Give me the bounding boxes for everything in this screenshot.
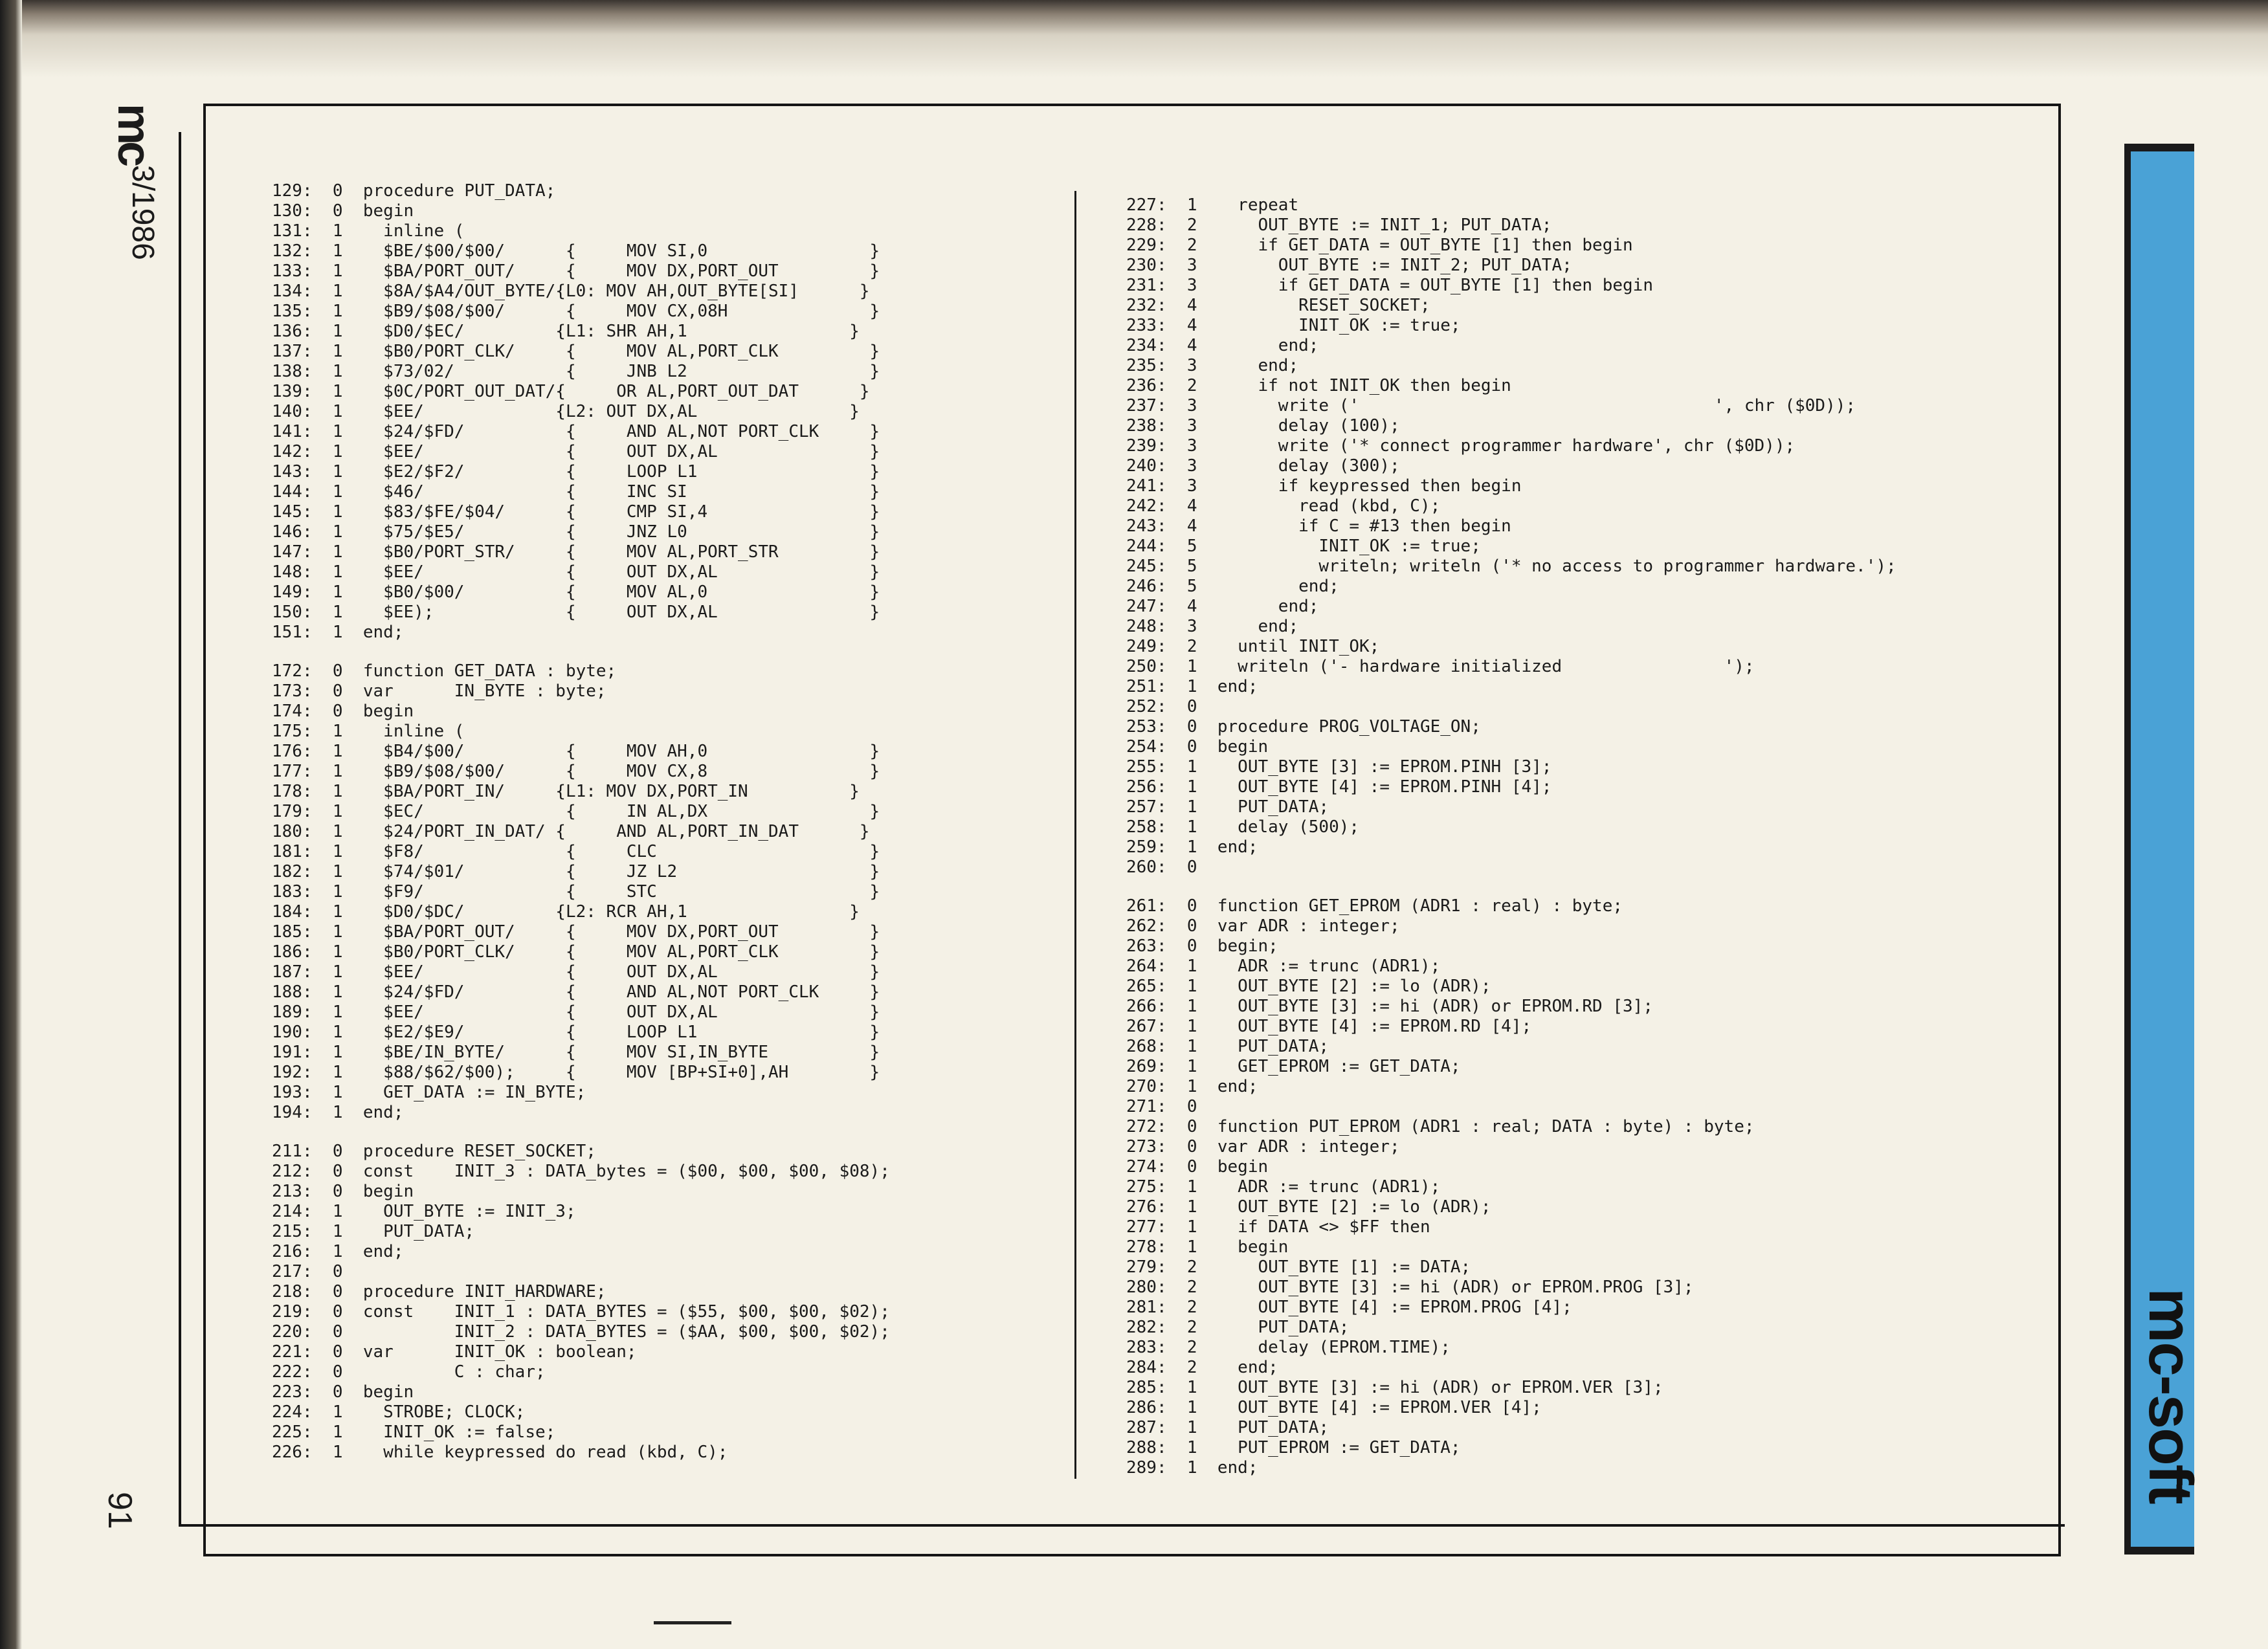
code-line: 151: 1 end;	[272, 623, 404, 642]
code-block	[272, 1142, 890, 1463]
code-line: 262: 0 var ADR : integer;	[1126, 916, 1400, 936]
code-line: 266: 1 OUT_BYTE [3] := hi (ADR) or EPROM.RD [3];	[1126, 997, 1653, 1016]
code-line: 274: 0 begin	[1126, 1157, 1269, 1177]
code-line: 138: 1 $73/02/ { JNB L2 }	[272, 362, 880, 381]
code-line: 140: 1 $EE/ {L2: OUT DX,AL }	[272, 402, 860, 421]
code-line: 240: 3 delay (300);	[1126, 456, 1400, 476]
bottom-rule	[654, 1621, 731, 1624]
code-line: 192: 1 $88/$62/$00); { MOV [BP+SI+0],AH }	[272, 1063, 880, 1082]
code-line: 246: 5 end;	[1126, 577, 1339, 596]
code-line: 275: 1 ADR := trunc (ADR1);	[1126, 1177, 1441, 1197]
right-code-column	[1126, 195, 1896, 1478]
code-line: 272: 0 function PUT_EPROM (ADR1 : real; DATA : byte) : byte;	[1126, 1117, 1755, 1136]
code-block	[272, 181, 890, 643]
code-line: 239: 3 write ('* connect programmer hardware', chr ($0D));	[1126, 436, 1796, 456]
page-top-shadow	[0, 0, 2268, 78]
code-line: 218: 0 procedure INIT_HARDWARE;	[272, 1282, 606, 1301]
code-line: 132: 1 $BE/$00/$00/ { MOV SI,0 }	[272, 241, 880, 261]
code-line: 260: 0	[1126, 858, 1197, 877]
code-line: 214: 1 OUT_BYTE := INIT_3;	[272, 1202, 576, 1221]
code-line: 144: 1 $46/ { INC SI }	[272, 482, 880, 502]
code-line: 268: 1 PUT_DATA;	[1126, 1037, 1329, 1056]
code-line: 277: 1 if DATA <> $FF then	[1126, 1217, 1430, 1237]
code-line: 282: 2 PUT_DATA;	[1126, 1318, 1350, 1337]
code-line: 174: 0 begin	[272, 702, 414, 721]
code-line: 226: 1 while keypressed do read (kbd, C);	[272, 1443, 728, 1462]
code-line: 191: 1 $BE/IN_BYTE/ { MOV SI,IN_BYTE }	[272, 1043, 880, 1062]
code-line: 271: 0	[1126, 1097, 1197, 1116]
code-line: 216: 1 end;	[272, 1242, 404, 1261]
code-line: 213: 0 begin	[272, 1182, 414, 1201]
code-line: 269: 1 GET_EPROM := GET_DATA;	[1126, 1057, 1461, 1076]
code-line: 231: 3 if GET_DATA = OUT_BYTE [1] then begin	[1126, 276, 1653, 295]
code-line: 135: 1 $B9/$08/$00/ { MOV CX,08H }	[272, 302, 880, 321]
code-line: 258: 1 delay (500);	[1126, 817, 1360, 837]
code-line: 217: 0	[272, 1262, 343, 1281]
code-line: 180: 1 $24/PORT_IN_DAT/ { AND AL,PORT_IN_DAT }	[272, 822, 870, 841]
code-line: 188: 1 $24/$FD/ { AND AL,NOT PORT_CLK }	[272, 982, 880, 1002]
code-line: 224: 1 STROBE; CLOCK;	[272, 1402, 526, 1422]
code-line: 255: 1 OUT_BYTE [3] := EPROM.PINH [3];	[1126, 757, 1552, 777]
code-line: 178: 1 $BA/PORT_IN/ {L1: MOV DX,PORT_IN }	[272, 782, 860, 801]
code-line: 173: 0 var IN_BYTE : byte;	[272, 681, 606, 701]
code-line: 256: 1 OUT_BYTE [4] := EPROM.PINH [4];	[1126, 777, 1552, 797]
code-line: 251: 1 end;	[1126, 677, 1258, 696]
block-gap	[1126, 878, 1896, 896]
code-line: 145: 1 $83/$FE/$04/ { CMP SI,4 }	[272, 502, 880, 522]
code-line: 129: 0 procedure PUT_DATA;	[272, 181, 556, 201]
code-line: 190: 1 $E2/$E9/ { LOOP L1 }	[272, 1023, 880, 1042]
code-line: 179: 1 $EC/ { IN AL,DX }	[272, 802, 880, 821]
code-line: 225: 1 INIT_OK := false;	[272, 1422, 556, 1442]
code-line: 281: 2 OUT_BYTE [4] := EPROM.PROG [4];	[1126, 1298, 1572, 1317]
code-line: 283: 2 delay (EPROM.TIME);	[1126, 1338, 1451, 1357]
code-line: 247: 4 end;	[1126, 597, 1319, 616]
code-block	[272, 661, 890, 1123]
section-label: mc-soft	[2136, 1288, 2205, 1503]
code-line: 232: 4 RESET_SOCKET;	[1126, 296, 1430, 315]
code-line: 259: 1 end;	[1126, 837, 1258, 857]
code-line: 270: 1 end;	[1126, 1077, 1258, 1096]
code-line: 249: 2 until INIT_OK;	[1126, 637, 1380, 656]
code-line: 267: 1 OUT_BYTE [4] := EPROM.RD [4];	[1126, 1017, 1532, 1036]
code-line: 131: 1 inline (	[272, 221, 465, 241]
code-line: 137: 1 $B0/PORT_CLK/ { MOV AL,PORT_CLK }	[272, 342, 880, 361]
code-line: 238: 3 delay (100);	[1126, 416, 1400, 436]
code-line: 221: 0 var INIT_OK : boolean;	[272, 1342, 637, 1362]
code-line: 136: 1 $D0/$EC/ {L1: SHR AH,1 }	[272, 322, 860, 341]
code-line: 285: 1 OUT_BYTE [3] := hi (ADR) or EPROM.VER [3];	[1126, 1378, 1663, 1397]
code-line: 149: 1 $B0/$00/ { MOV AL,0 }	[272, 582, 880, 602]
code-line: 187: 1 $EE/ { OUT DX,AL }	[272, 962, 880, 982]
code-line: 212: 0 const INIT_3 : DATA_bytes = ($00, $00, $00, $08);	[272, 1162, 890, 1181]
magazine-logo: mc	[108, 104, 160, 164]
code-line: 287: 1 PUT_DATA;	[1126, 1418, 1329, 1437]
code-line: 242: 4 read (kbd, C);	[1126, 496, 1441, 516]
code-line: 276: 1 OUT_BYTE [2] := lo (ADR);	[1126, 1197, 1491, 1217]
code-line: 139: 1 $0C/PORT_OUT_DAT/{ OR AL,PORT_OUT_DAT }	[272, 382, 870, 401]
code-line: 185: 1 $BA/PORT_OUT/ { MOV DX,PORT_OUT }	[272, 922, 880, 942]
code-line: 219: 0 const INIT_1 : DATA_BYTES = ($55, $00, $00, $02);	[272, 1302, 890, 1322]
code-line: 211: 0 procedure RESET_SOCKET;	[272, 1142, 596, 1161]
code-line: 250: 1 writeln ('- hardware initialized ');	[1126, 657, 1755, 676]
left-code-column	[272, 181, 890, 1463]
code-line: 278: 1 begin	[1126, 1237, 1289, 1257]
block-gap	[272, 643, 890, 661]
block-gap	[272, 1123, 890, 1142]
code-line: 241: 3 if keypressed then begin	[1126, 476, 1522, 496]
code-line: 172: 0 function GET_DATA : byte;	[272, 661, 617, 681]
code-line: 183: 1 $F9/ { STC }	[272, 882, 880, 902]
code-line: 234: 4 end;	[1126, 336, 1319, 355]
code-line: 253: 0 procedure PROG_VOLTAGE_ON;	[1126, 717, 1481, 736]
code-block	[1126, 195, 1896, 878]
code-line: 237: 3 write (' ', chr ($0D));	[1126, 396, 1856, 415]
code-line: 148: 1 $EE/ { OUT DX,AL }	[272, 562, 880, 582]
code-line: 286: 1 OUT_BYTE [4] := EPROM.VER [4];	[1126, 1398, 1542, 1417]
code-line: 280: 2 OUT_BYTE [3] := hi (ADR) or EPROM.PROG [3];	[1126, 1278, 1694, 1297]
code-line: 143: 1 $E2/$F2/ { LOOP L1 }	[272, 462, 880, 481]
code-block	[1126, 896, 1896, 1478]
code-line: 181: 1 $F8/ { CLC }	[272, 842, 880, 861]
code-line: 230: 3 OUT_BYTE := INIT_2; PUT_DATA;	[1126, 256, 1572, 275]
code-line: 254: 0 begin	[1126, 737, 1269, 757]
code-line: 146: 1 $75/$E5/ { JNZ L0 }	[272, 522, 880, 542]
code-line: 257: 1 PUT_DATA;	[1126, 797, 1329, 817]
binding-spine	[0, 0, 22, 1649]
code-line: 264: 1 ADR := trunc (ADR1);	[1126, 957, 1441, 976]
code-line: 265: 1 OUT_BYTE [2] := lo (ADR);	[1126, 977, 1491, 996]
code-line: 233: 4 INIT_OK := true;	[1126, 316, 1461, 335]
code-line: 184: 1 $D0/$DC/ {L2: RCR AH,1 }	[272, 902, 860, 922]
code-line: 130: 0 begin	[272, 201, 414, 221]
code-line: 186: 1 $B0/PORT_CLK/ { MOV AL,PORT_CLK }	[272, 942, 880, 962]
code-line: 222: 0 C : char;	[272, 1362, 546, 1382]
code-line: 193: 1 GET_DATA := IN_BYTE;	[272, 1083, 586, 1102]
code-line: 235: 3 end;	[1126, 356, 1299, 375]
code-line: 215: 1 PUT_DATA;	[272, 1222, 475, 1241]
code-line: 134: 1 $8A/$A4/OUT_BYTE/{L0: MOV AH,OUT_BYTE[SI] }	[272, 282, 870, 301]
code-line: 289: 1 end;	[1126, 1458, 1258, 1477]
code-line: 142: 1 $EE/ { OUT DX,AL }	[272, 442, 880, 461]
code-line: 245: 5 writeln; writeln ('* no access to programmer hardware.');	[1126, 557, 1896, 576]
issue-label: 3/1986	[126, 165, 160, 260]
code-line: 141: 1 $24/$FD/ { AND AL,NOT PORT_CLK }	[272, 422, 880, 441]
code-line: 229: 2 if GET_DATA = OUT_BYTE [1] then begin	[1126, 236, 1633, 255]
code-line: 252: 0	[1126, 697, 1197, 716]
code-line: 273: 0 var ADR : integer;	[1126, 1137, 1400, 1157]
code-line: 248: 3 end;	[1126, 617, 1299, 636]
code-line: 133: 1 $BA/PORT_OUT/ { MOV DX,PORT_OUT }	[272, 261, 880, 281]
code-line: 176: 1 $B4/$00/ { MOV AH,0 }	[272, 742, 880, 761]
code-line: 223: 0 begin	[272, 1382, 414, 1402]
code-line: 189: 1 $EE/ { OUT DX,AL }	[272, 1002, 880, 1022]
code-line: 227: 1 repeat	[1126, 195, 1299, 215]
code-line: 228: 2 OUT_BYTE := INIT_1; PUT_DATA;	[1126, 216, 1552, 235]
code-line: 182: 1 $74/$01/ { JZ L2 }	[272, 862, 880, 881]
code-line: 150: 1 $EE); { OUT DX,AL }	[272, 603, 880, 622]
code-line: 243: 4 if C = #13 then begin	[1126, 516, 1511, 536]
code-line: 194: 1 end;	[272, 1103, 404, 1122]
code-line: 284: 2 end;	[1126, 1358, 1278, 1377]
code-line: 220: 0 INIT_2 : DATA_BYTES = ($AA, $00, $00, $02);	[272, 1322, 890, 1342]
column-divider	[1074, 191, 1076, 1479]
code-line: 263: 0 begin;	[1126, 936, 1278, 956]
code-line: 175: 1 inline (	[272, 722, 465, 741]
code-line: 279: 2 OUT_BYTE [1] := DATA;	[1126, 1257, 1471, 1277]
code-line: 288: 1 PUT_EPROM := GET_DATA;	[1126, 1438, 1461, 1457]
code-line: 177: 1 $B9/$08/$00/ { MOV CX,8 }	[272, 762, 880, 781]
code-line: 236: 2 if not INIT_OK then begin	[1126, 376, 1511, 395]
code-line: 244: 5 INIT_OK := true;	[1126, 537, 1481, 556]
code-line: 147: 1 $B0/PORT_STR/ { MOV AL,PORT_STR }	[272, 542, 880, 562]
code-line: 261: 0 function GET_EPROM (ADR1 : real) : byte;	[1126, 896, 1623, 916]
page-number: 91	[101, 1492, 139, 1529]
